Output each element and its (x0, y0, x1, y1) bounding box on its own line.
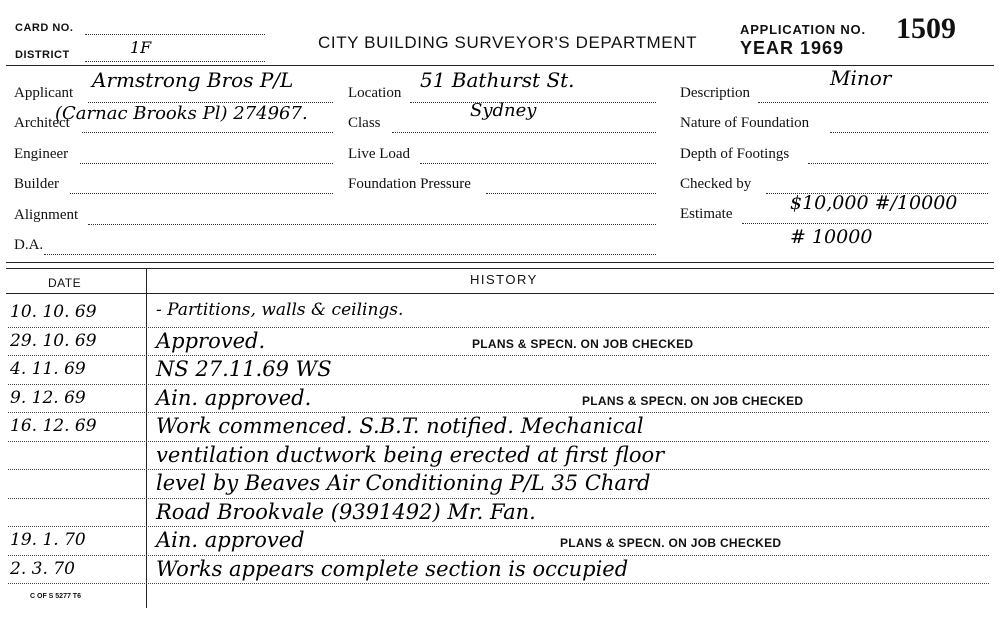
history-row-line (8, 412, 989, 413)
live-load-line (420, 163, 656, 164)
district-value: 1F (130, 38, 152, 57)
description-line (758, 102, 988, 103)
application-no-label: APPLICATION NO. (740, 22, 866, 37)
district-line (85, 61, 265, 62)
alignment-label: Alignment (14, 207, 79, 223)
foundation-pressure-line (486, 193, 656, 194)
history-date: 2. 3. 70 (10, 558, 75, 579)
history-row-line (8, 498, 989, 499)
history-row-line (8, 327, 989, 328)
history-date: 19. 1. 70 (10, 530, 86, 550)
history-text: level by Beaves Air Conditioning P/L 35 Chard (156, 471, 651, 495)
engineer-label: Engineer (14, 146, 69, 162)
history-text: Road Brookvale (9391492) Mr. Fan. (156, 499, 536, 524)
location-value: 51 Bathurst St. (420, 68, 575, 92)
description-value: Minor (830, 66, 892, 90)
architect-line (82, 132, 333, 133)
history-header-rule (6, 293, 994, 294)
history-text: Work commenced. S.B.T. notified. Mechanical (156, 414, 644, 438)
class-value: Sydney (470, 100, 537, 121)
architect-value: (Carnac Brooks Pl) 274967. (55, 103, 308, 124)
checked-label: Checked by (680, 176, 752, 192)
history-row-line (8, 469, 989, 470)
history-stamp: PLANS & SPECN. ON JOB CHECKED (582, 393, 804, 408)
history-stamp: PLANS & SPECN. ON JOB CHECKED (472, 336, 694, 351)
history-text: Approved. (156, 328, 266, 353)
alignment-line (88, 224, 656, 225)
card-no-line (85, 34, 265, 35)
da-line (44, 254, 656, 255)
history-date: 4. 11. 69 (10, 359, 86, 379)
department-title: CITY BUILDING SURVEYOR'S DEPARTMENT (318, 33, 698, 52)
district-label: DISTRICT (15, 49, 70, 61)
engineer-line (80, 163, 333, 164)
applicant-label: Applicant (14, 85, 74, 101)
depth-line (808, 163, 988, 164)
history-text: Ain. approved (156, 528, 305, 552)
foundation-pressure-label: Foundation Pressure (348, 176, 471, 192)
history-row-line (8, 441, 989, 442)
date-header: DATE (48, 276, 82, 290)
history-date: 10. 10. 69 (10, 302, 97, 322)
history-header: HISTORY (470, 272, 538, 287)
live-load-label: Live Load (348, 146, 411, 162)
history-text: ventilation ductwork being erected at first floor (156, 442, 665, 467)
history-text: Ain. approved. (156, 385, 312, 410)
class-line (392, 132, 656, 133)
history-row-line (8, 555, 989, 556)
estimate-label: Estimate (680, 206, 733, 222)
year-label: YEAR 1969 (740, 38, 845, 58)
estimate-line (742, 223, 988, 224)
builder-line (70, 193, 333, 194)
history-row-line (8, 355, 989, 356)
history-text: Works appears complete section is occupied (156, 556, 629, 581)
form-code: C OF S 5277 T6 (30, 593, 81, 600)
nature-label: Nature of Foundation (680, 115, 810, 131)
description-label: Description (680, 85, 750, 101)
depth-label: Depth of Footings (680, 146, 790, 162)
history-row-line (8, 526, 989, 527)
estimate-value-2: # 10000 (790, 226, 873, 248)
architect-label: Architect (14, 115, 70, 131)
date-column-divider (146, 268, 147, 608)
nature-line (830, 132, 988, 133)
history-date: 9. 12. 69 (10, 387, 86, 408)
applicant-value: Armstrong Bros P/L (92, 68, 294, 92)
history-row-line (8, 583, 989, 584)
location-label: Location (348, 85, 402, 101)
application-no-value: 1509 (896, 12, 956, 45)
history-date: 16. 12. 69 (10, 416, 97, 436)
fields-bottom-rule (6, 262, 994, 263)
history-stamp: PLANS & SPECN. ON JOB CHECKED (560, 536, 782, 550)
history-top-rule (6, 268, 994, 269)
card-no-label: CARD NO. (15, 22, 74, 34)
builder-label: Builder (14, 176, 59, 192)
history-row-line (8, 384, 989, 385)
da-label: D.A. (14, 237, 44, 253)
history-date: 29. 10. 69 (10, 330, 97, 351)
class-label: Class (348, 115, 381, 131)
history-text: - Partitions, walls & ceilings. (156, 300, 404, 320)
history-text: NS 27.11.69 WS (156, 357, 332, 381)
estimate-value: $10,000 #/10000 (790, 192, 958, 214)
